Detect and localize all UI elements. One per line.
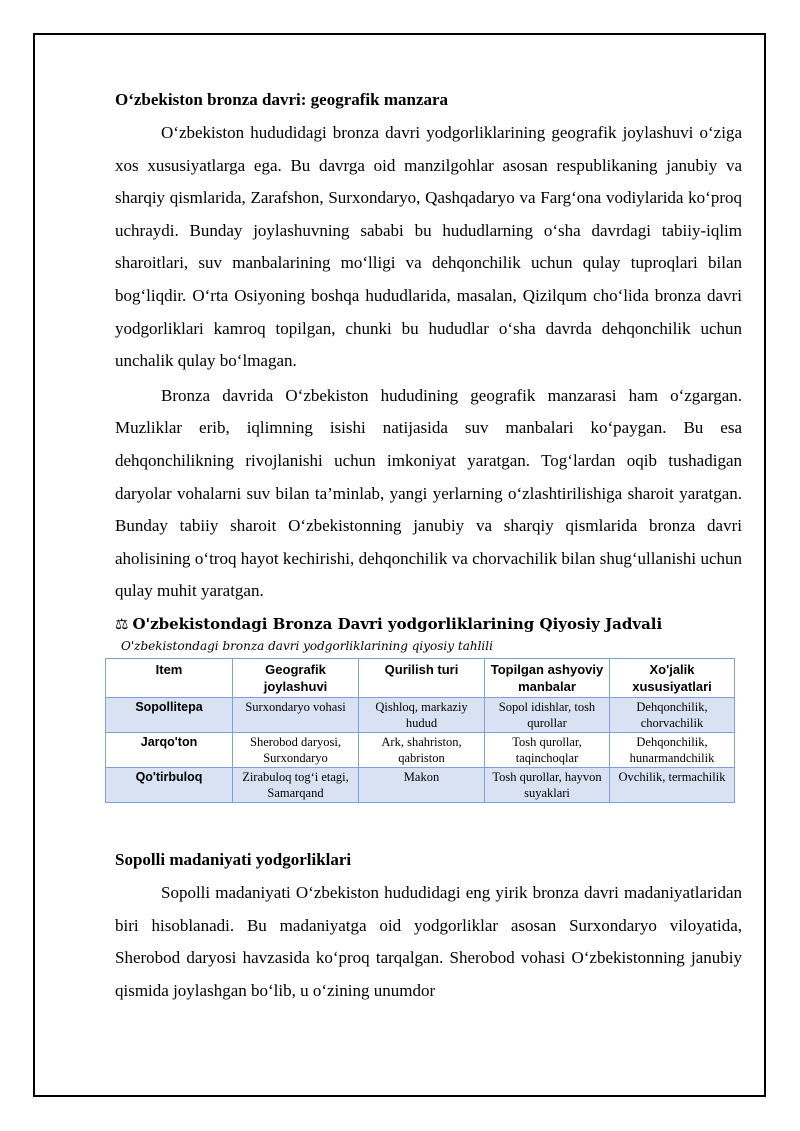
table-caption: O'zbekistondagi bronza davri yodgorliklarining qiyosiy tahlili bbox=[121, 638, 493, 653]
table-cell: Tosh qurollar, taqinchoqlar bbox=[485, 732, 610, 767]
table-row bbox=[106, 767, 735, 802]
table-header-row bbox=[106, 658, 735, 697]
table-row bbox=[106, 732, 735, 767]
table-cell: Sherobod daryosi, Surxondaryo bbox=[233, 732, 359, 767]
table-row bbox=[106, 697, 735, 732]
table-cell-item: Sopollitepa bbox=[106, 697, 233, 732]
document-content bbox=[115, 84, 742, 1007]
table-cell: Ark, shahriston, qabriston bbox=[359, 732, 485, 767]
section-heading-sopolli: Sopolli madaniyati yodgorliklari bbox=[115, 849, 352, 869]
table-cell: Tosh qurollar, hayvon suyaklari bbox=[485, 767, 610, 802]
column-header: Qurilish turi bbox=[359, 658, 485, 697]
comparison-table bbox=[105, 658, 735, 803]
section-sopolli bbox=[115, 844, 742, 1007]
column-header: Geografik joylashuvi bbox=[233, 658, 359, 697]
table-title bbox=[115, 612, 742, 636]
paragraph-sopolli-1: Sopolli madaniyati O‘zbekiston hududidagi eng yirik bronza davri madaniyatlaridan biri hisoblanadi. Bu madaniyatga oid yodgorliklar asosan Surxondaryo viloyatida, Sherobod daryosi havzasida ko‘proq tarqalgan. Sherobod vohasi O‘zbekistonning janubiy qismida joylashgan bo‘lib, u o‘zining unumdor bbox=[115, 882, 742, 1000]
scales-icon: ⚖ bbox=[115, 614, 129, 633]
table-cell-item: Jarqo'ton bbox=[106, 732, 233, 767]
table-title-text: O'zbekistondagi Bronza Davri yodgorliklarining Qiyosiy Jadvali bbox=[132, 614, 663, 633]
section-heading-geography: O‘zbekiston bronza davri: geografik manzara bbox=[115, 90, 449, 109]
table-cell: Ovchilik, termachilik bbox=[610, 767, 735, 802]
paragraph-geography-2: Bronza davrida O‘zbekiston hududining geografik manzarasi ham o‘zgargan. Muzliklar erib, iqlimning isishi natijasida suv manbalari ko‘paygan. Bu esa dehqonchilikning rivojlanishi uchun imkoniyat yaratgan. Tog‘lardan oqib tushadigan daryolar vohalarni suv bilan ta’minlab, yangi yerlarning o‘zlashtirilishiga sharoit yaratgan. Bunday tabiiy sharoit O‘zbekistonning janubiy va sharqiy qismlarida bronza davri aholisining o‘troq hayot kechirishi, dehqonchilik va chorvachilik bilan shug‘ullanishi uchun qulay muhit yaratgan. bbox=[115, 385, 742, 601]
column-header: Topilgan ashyoviy manbalar bbox=[485, 658, 610, 697]
table-cell: Surxondaryo vohasi bbox=[233, 697, 359, 732]
table-cell: Dehqonchilik, chorvachilik bbox=[610, 697, 735, 732]
column-header: Item bbox=[106, 658, 233, 697]
table-cell: Dehqonchilik, hunarmandchilik bbox=[610, 732, 735, 767]
table-cell: Qishloq, markaziy hudud bbox=[359, 697, 485, 732]
column-header: Xo'jalik xususiyatlari bbox=[610, 658, 735, 697]
table-cell: Sopol idishlar, tosh qurollar bbox=[485, 697, 610, 732]
paragraph-geography-1: O‘zbekiston hududidagi bronza davri yodgorliklarining geografik joylashuvi o‘ziga xos xususiyatlarga ega. Bu davrga oid manzilgohlar asosan respublikaning janubiy va sharqiy qismlarida, Zarafshon, Surxondaryo, Qashqadaryo va Farg‘ona vodiylarida ko‘proq uchraydi. Bunday joylashuvning sababi bu hududlarning o‘sha davrdagi tabiiy-iqlim sharoitlari, suv manbalarining mo‘lligi va dehqonchilik uchun qulay tuproqlari bilan bog‘liqdir. O‘rta Osiyoning boshqa hududlarida, masalan, Qizilqum cho‘lida bronza davri yodgorliklari kamroq topilgan, chunki bu hududlar o‘sha davrda dehqonchilik uchun unchalik qulay bo‘lmagan. bbox=[115, 123, 742, 371]
table-cell-item: Qo'tirbuloq bbox=[106, 767, 233, 802]
table-cell: Zirabuloq tog‘i etagi, Samarqand bbox=[233, 767, 359, 802]
table-cell: Makon bbox=[359, 767, 485, 802]
